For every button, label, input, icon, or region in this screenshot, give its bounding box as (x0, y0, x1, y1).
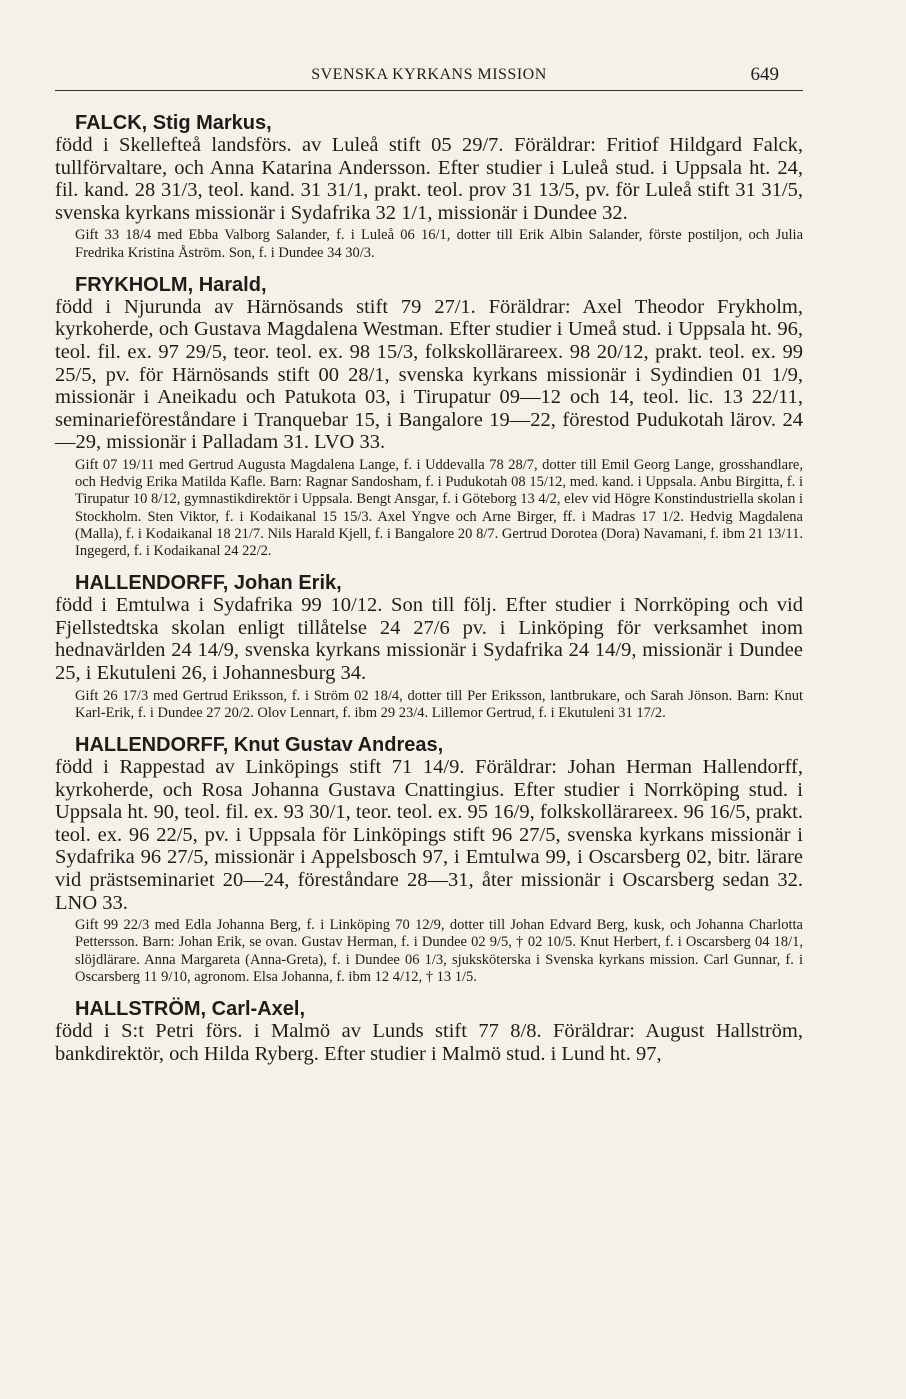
entry-name: HALLSTRÖM, Carl-Axel, (75, 997, 306, 1020)
entry-body: född i S:t Petri förs. i Malmö av Lunds stift 77 8/8. Föräldrar: August Hallström, bankdirektör, och Hilda Ryberg. Efter studier i Malmö stud. i Lund ht. 97, (55, 1019, 803, 1065)
entry-frykholm (55, 274, 803, 560)
entry-body: född i Skellefteå landsförs. av Luleå stift 05 29/7. Föräldrar: Fritiof Hildgard Falck, tullförvaltare, och Anna Katarina Andersson. Efter studier i Luleå stud. i Uppsala ht. 24, fil. kand. 28 31/3, teol. kand. 31 31/1, prakt. teol. prov 31 13/5, pv. för Luleå stift 31 31/5, svenska kyrkans missionär i Sydafrika 32 1/1, missionär i Dundee 32. (55, 134, 803, 224)
entry-name: HALLENDORFF, Johan Erik, (75, 572, 342, 595)
entry-falck (55, 112, 803, 262)
entry-hallendorff-knut (55, 734, 803, 986)
page-header (55, 62, 803, 91)
entry-name: FRYKHOLM, Harald, (75, 273, 267, 296)
entry-name: HALLENDORFF, Knut Gustav Andreas, (75, 733, 444, 756)
page-number: 649 (750, 64, 779, 85)
entry-name: FALCK, Stig Markus, (75, 112, 272, 134)
entry-body: född i Rappestad av Linköpings stift 71 14/9. Föräldrar: Johan Herman Hallendorff, kyrkoherde, och Rosa Johanna Gustava Cnattingius. Efter studier i Norrköping stud. i Uppsala ht. 90, teol. fil. ex. 93 30/1, teor. teol. ex. 95 16/9, folkskollärareex. 96 16/5, prakt. teol. ex. 96 22/5, pv. i Uppsala för Linköpings stift 96 27/5, svenska kyrkans missionär i Sydafrika 96 27/5, missionär i Appelsbosch 97, i Emtulwa 99, i Oscarsberg 02, bitr. lärare vid prästseminariet 20—24, föreståndare 28—31, åter missionär i Oscarsberg sedan 32. LNO 33. (55, 755, 803, 914)
entry-body: född i Emtulwa i Sydafrika 99 10/12. Son till följ. Efter studier i Norrköping och vid Fjellstedtska skolan enligt tillåtelse 24 27/6 pv. i Linköping för verksamhet inom hednavärlden 24 14/9, svenska kyrkans missionär i Sydafrika 24 14/9, missionär i Dundee 25, i Ekutuleni 26, i Johannesburg 34. (55, 594, 803, 684)
entry-body: född i Njurunda av Härnösands stift 79 27/1. Föräldrar: Axel Theodor Frykholm, kyrkoherde, och Gustava Magdalena Westman. Efter studier i Umeå stud. i Uppsala ht. 96, teol. fil. ex. 97 29/5, teor. teol. ex. 98 15/3, folkskollärareex. 98 20/12, prakt. teol. ex. 99 25/5, pv. för Härnösands stift 00 28/1, svenska kyrkans missionär i Sydindien 01 1/9, missionär i Aneikadu och Patukota 03, i Tirupatur 09—12 och 14, teol. lic. 13 22/11, seminarieföreståndare i Tranquebar 15, i Bangalore 19—22, förestod Pudukotah lärov. 24—29, missionär i Palladam 31. LVO 33. (55, 295, 803, 454)
running-title: SVENSKA KYRKANS MISSION (311, 66, 547, 83)
page-content (55, 112, 803, 1077)
entry-family: Gift 07 19/11 med Gertrud Augusta Magdalena Lange, f. i Uddevalla 78 28/7, dotter till Emil Georg Lange, grosshandlare, och Hedvig Erika Matilda Kafle. Barn: Ragnar Sandosham, f. i Pudukotah 08 15/12, med. kand. i Uppsala. Anbu Birgitta, f. i Tirupatur 10 8/12, gymnastikdirektör i Uppsala. Bengt Ansgar, f. i Göteborg 13 4/2, elev vid Högre Konstindustriella skolan i Stockholm. Sten Viktor, f. i Kodaikanal 15 15/3. Axel Yngve och Arne Birger, ff. i Madras 17 1/2. Hedvig Magdalena (Malla), f. i Kodaikanal 18 21/7. Nils Harald Kjell, f. i Bangalore 20 8/7. Gertrud Dorotea (Dora) Navamani, f. ibm 21 13/11. Ingegerd, f. i Kodaikanal 24 22/2. (75, 456, 803, 559)
entry-family: Gift 26 17/3 med Gertrud Eriksson, f. i Ström 02 18/4, dotter till Per Eriksson, lantbrukare, och Sarah Jönson. Barn: Knut Karl-Erik, f. i Dundee 27 20/2. Olov Lennart, f. ibm 29 23/4. Lillemor Gertrud, f. i Ekutuleni 31 17/2. (75, 687, 803, 721)
entry-hallendorff-johan (55, 572, 803, 722)
entry-family: Gift 99 22/3 med Edla Johanna Berg, f. i Linköping 70 12/9, dotter till Johan Edvard Berg, kusk, och Johanna Charlotta Pettersson. Barn: Johan Erik, se ovan. Gustav Herman, f. i Dundee 02 9/5, † 02 10/5. Knut Herbert, f. i Oscarsberg 04 18/1, slöjdlärare. Anna Margareta (Anna-Greta), f. i Dundee 06 1/3, sjuksköterska i Svenska kyrkans mission. Carl Gunnar, f. i Oscarsberg 11 9/10, agronom. Elsa Johanna, f. ibm 12 4/12, † 13 1/5. (75, 917, 803, 985)
entry-hallstrom (55, 998, 803, 1065)
entry-family: Gift 33 18/4 med Ebba Valborg Salander, f. i Luleå 06 16/1, dotter till Erik Albin Salander, förste postiljon, och Julia Fredrika Kristina Åström. Son, f. i Dundee 34 30/3. (75, 227, 803, 261)
